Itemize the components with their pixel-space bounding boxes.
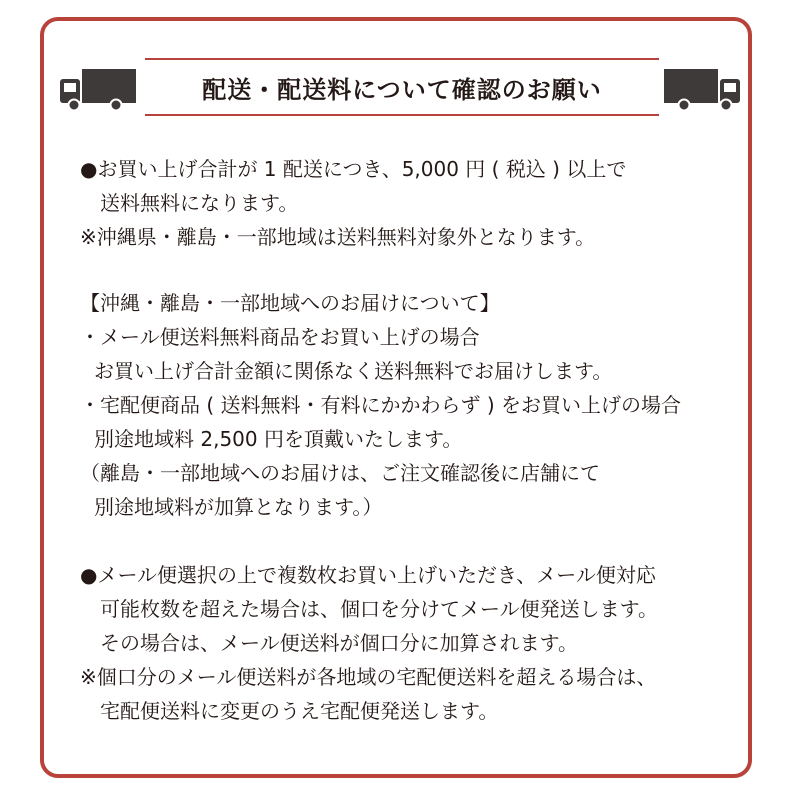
mail-delivery-case: ・メール便送料無料商品をお買い上げの場合 — [80, 325, 480, 349]
parcel-fee-note-cont: 宅配便送料に変更のうえ宅配便発送します。 — [100, 699, 499, 723]
free-shipping-condition-cont: 送料無料になります。 — [100, 191, 299, 215]
home-delivery-case-detail: 別途地域料 2,500 円を頂戴いたします。 — [94, 427, 463, 451]
multi-item-mail-fee: その場合は、メール便送料が個口分に加算されます。 — [100, 631, 578, 655]
mail-delivery-case-detail: お買い上げ合計金額に関係なく送料無料でお届けします。 — [94, 359, 613, 383]
multi-item-mail-note: ●メール便選択の上で複数枚お買い上げいただき、メール便対応 — [80, 563, 656, 587]
free-shipping-condition: ●お買い上げ合計が 1 配送につき、5,000 円 ( 税込 ) 以上で — [80, 157, 627, 181]
parcel-fee-note: ※個口分のメール便送料が各地域の宅配便送料を超える場合は、 — [80, 665, 657, 689]
remote-area-heading: 【沖縄・離島・一部地域へのお届けについて】 — [80, 291, 500, 315]
exclusion-note: ※沖縄県・離島・一部地域は送料無料対象外となります。 — [80, 225, 596, 249]
home-delivery-case: ・宅配便商品 ( 送料無料・有料にかかわらず ) をお買い上げの場合 — [80, 393, 682, 417]
page-title: 配送・配送料について確認のお願い — [145, 58, 659, 116]
remote-area-note: （離島・一部地域へのお届けは、ご注文確認後に店舗にて — [80, 461, 600, 485]
remote-area-note-cont: 別途地域料が加算となります。） — [94, 495, 383, 519]
multi-item-mail-note-cont: 可能枚数を超えた場合は、個口を分けてメール便発送します。 — [100, 597, 658, 621]
